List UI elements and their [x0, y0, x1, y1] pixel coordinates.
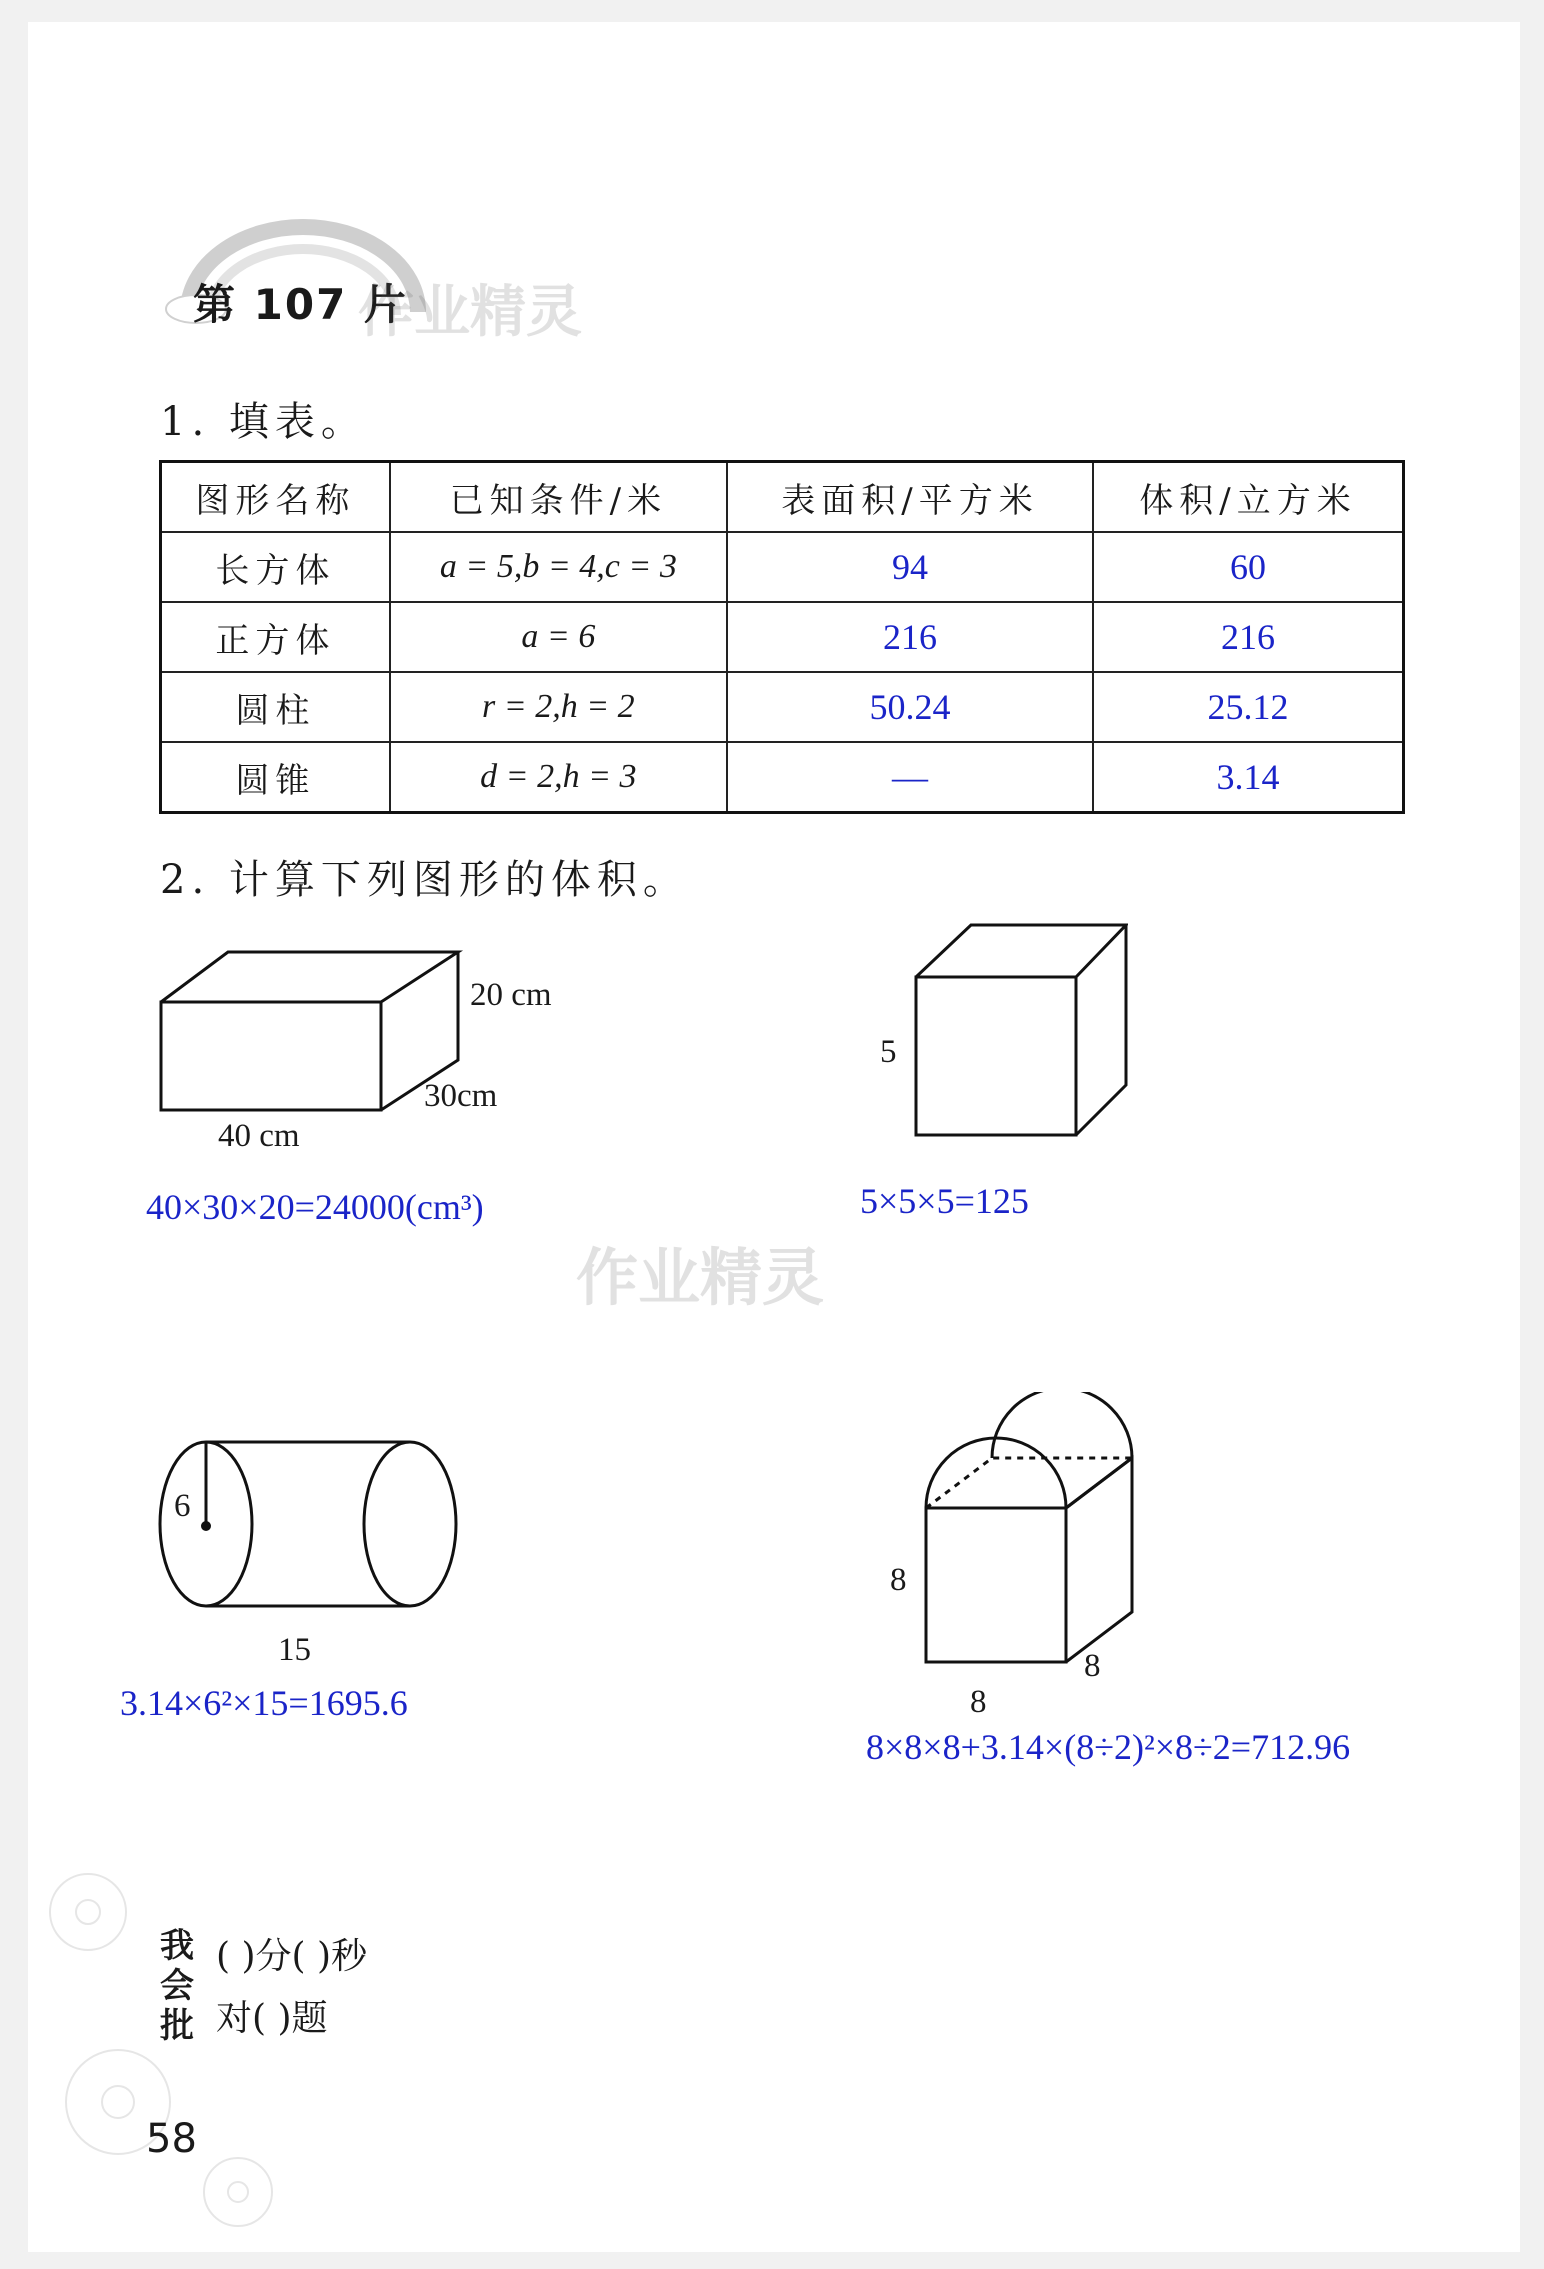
- cuboid-depth-label: 30cm: [424, 1078, 498, 1114]
- watermark-center: 作业精灵: [576, 1241, 825, 1314]
- cube-figure: [908, 917, 1128, 1157]
- fill-table: [159, 460, 1405, 814]
- page-number: 58: [146, 2116, 197, 2162]
- surface-area-answer: 94: [727, 532, 1093, 602]
- composite-height-label: 8: [890, 1562, 907, 1598]
- q1-title: 1. 填表。: [160, 399, 367, 445]
- table-header-row: [161, 462, 1404, 533]
- composite-width-label: 8: [970, 1684, 987, 1720]
- known-condition: a = 6: [390, 602, 727, 672]
- cube-answer: 5×5×5=125: [860, 1181, 1029, 1221]
- cylinder-figure: [158, 1432, 478, 1622]
- surface-area-answer: —: [727, 742, 1093, 813]
- cuboid-answer: 40×30×20=24000(cm³): [146, 1187, 484, 1227]
- cylinder-radius-label: 6: [174, 1488, 191, 1524]
- grading-char: 批: [160, 2006, 194, 2046]
- cube-edge-label: 5: [880, 1034, 897, 1070]
- composite-depth-label: 8: [1084, 1648, 1101, 1684]
- grading-char: 会: [160, 1966, 194, 2006]
- cuboid-width-label: 40 cm: [218, 1118, 300, 1154]
- page-title: 第 107 片: [193, 280, 408, 329]
- known-condition: r = 2,h = 2: [390, 672, 727, 742]
- table-row: [161, 532, 1404, 602]
- surface-area-answer: 216: [727, 602, 1093, 672]
- volume-answer: 3.14: [1093, 742, 1403, 813]
- q2-title: 2. 计算下列图形的体积。: [160, 857, 689, 903]
- time-line: ( )分( )秒: [216, 1936, 368, 1977]
- shape-name: 正方体: [161, 602, 390, 672]
- correct-line: 对( )题: [216, 1998, 328, 2039]
- workbook-page: [28, 22, 1520, 2252]
- watermark: 作业精灵: [358, 280, 582, 345]
- table-row: [161, 672, 1404, 742]
- volume-answer: 25.12: [1093, 672, 1403, 742]
- known-condition: d = 2,h = 3: [390, 742, 727, 813]
- col-header: 体积/立方米: [1093, 462, 1403, 533]
- volume-answer: 60: [1093, 532, 1403, 602]
- volume-answer: 216: [1093, 602, 1403, 672]
- flower-decoration-icon: [28, 1852, 288, 2252]
- table-row: [161, 602, 1404, 672]
- grading-char: 我: [160, 1926, 194, 1966]
- composite-answer: 8×8×8+3.14×(8÷2)²×8÷2=712.96: [866, 1727, 1351, 1767]
- known-condition: a = 5,b = 4,c = 3: [390, 532, 727, 602]
- shape-name: 圆柱: [161, 672, 390, 742]
- col-header: 表面积/平方米: [727, 462, 1093, 533]
- shape-name: 圆锥: [161, 742, 390, 813]
- shape-name: 长方体: [161, 532, 390, 602]
- table-row: [161, 742, 1404, 813]
- cylinder-answer: 3.14×6²×15=1695.6: [120, 1683, 408, 1723]
- grading-label: [160, 1926, 200, 2046]
- surface-area-answer: 50.24: [727, 672, 1093, 742]
- col-header: 图形名称: [161, 462, 390, 533]
- col-header: 已知条件/米: [390, 462, 727, 533]
- composite-figure: [918, 1392, 1148, 1672]
- cylinder-length-label: 15: [278, 1632, 311, 1668]
- cuboid-height-label: 20 cm: [470, 977, 552, 1013]
